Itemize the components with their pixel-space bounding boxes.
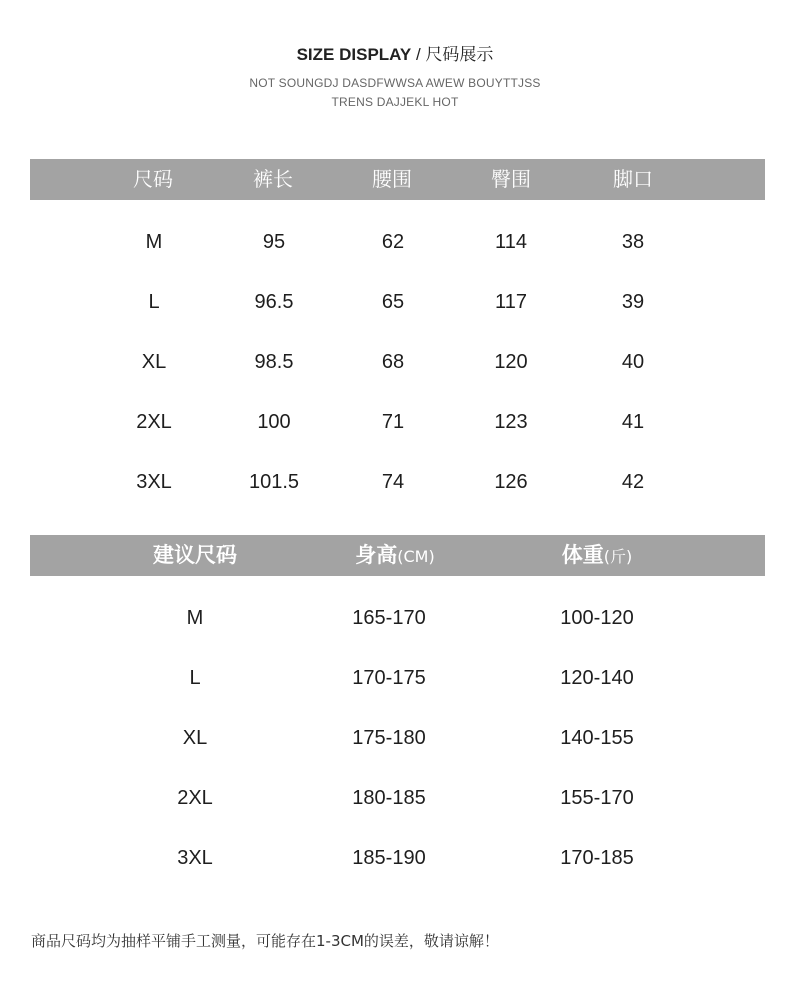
title-cn: 尺码展示 — [425, 45, 494, 64]
size-table-cell: 62 — [381, 231, 405, 253]
size-table-cell: 98.5 — [254, 351, 294, 373]
size-table-cell: 68 — [381, 351, 405, 373]
size-table-cell: 126 — [494, 471, 528, 493]
recommend-table-cell: 175-180 — [352, 727, 426, 749]
size-table-cell: 100 — [257, 411, 291, 433]
weight-unit: (斤) — [603, 547, 633, 566]
size-table-cell: 3XL — [136, 471, 172, 493]
recommend-table-cell: 2XL — [177, 787, 213, 809]
header-hip: 臀围 — [491, 167, 531, 191]
size-table-cell: 114 — [495, 231, 527, 253]
recommend-table-cell: 170-185 — [560, 847, 634, 869]
recommend-table-cell: 170-175 — [352, 667, 426, 689]
page-title — [0, 40, 790, 65]
recommend-table-cell: 165-170 — [352, 607, 426, 629]
header-height: 身高(CM) — [355, 543, 435, 567]
measurement-note: 商品尺码均为抽样平铺手工测量，可能存在1-3CM的误差，敬请谅解！ — [31, 932, 499, 950]
size-table-cell: M — [145, 231, 163, 253]
header-size: 尺码 — [133, 167, 173, 191]
recommend-table-header — [30, 535, 765, 576]
recommend-table-cell: 3XL — [177, 847, 213, 869]
size-table-cell: 123 — [494, 411, 528, 433]
size-table-cell: 74 — [381, 471, 405, 493]
recommend-table-cell: 180-185 — [352, 787, 426, 809]
size-table-cell: 95 — [262, 231, 286, 253]
header-weight: 体重(斤) — [561, 543, 633, 567]
recommend-table-cell: 120-140 — [560, 667, 634, 689]
subtitle-line-1: NOT SOUNGDJ DASDFWWSA AWEW BOUYTTJSS — [249, 76, 541, 90]
recommend-table-cell: 100-120 — [560, 607, 634, 629]
title-en: SIZE DISPLAY — [296, 45, 412, 64]
title-separator: / — [411, 45, 426, 64]
size-table-cell: 120 — [494, 351, 528, 373]
size-table-cell: 117 — [495, 291, 527, 313]
header-length: 裤长 — [253, 167, 293, 191]
subtitle-line-2: TRENS DAJJEKL HOT — [331, 95, 459, 109]
size-table-cell: 42 — [621, 471, 645, 493]
height-unit: (CM) — [397, 547, 435, 566]
header-waist: 腰围 — [372, 167, 412, 191]
header-recommended-size: 建议尺码 — [153, 543, 237, 567]
header-hem: 脚口 — [613, 167, 653, 191]
recommend-table-cell: 140-155 — [560, 727, 634, 749]
size-table-cell: L — [148, 291, 160, 313]
size-table-cell: 38 — [621, 231, 645, 253]
size-table-cell: 41 — [621, 411, 645, 433]
size-table-header — [30, 159, 765, 200]
recommend-table-cell: L — [189, 667, 201, 689]
recommend-table-cell: 155-170 — [560, 787, 634, 809]
size-table-cell: 96.5 — [254, 291, 294, 313]
recommend-table-cell: XL — [182, 727, 208, 749]
size-table-cell: XL — [141, 351, 167, 373]
recommend-table-cell: M — [186, 607, 204, 629]
recommend-table-cell: 185-190 — [352, 847, 426, 869]
size-table-cell: 2XL — [136, 411, 172, 433]
size-table-cell: 40 — [621, 351, 645, 373]
size-table-cell: 65 — [381, 291, 405, 313]
size-table-cell: 71 — [381, 411, 405, 433]
size-table-cell: 39 — [621, 291, 645, 313]
size-table-cell: 101.5 — [248, 471, 300, 493]
